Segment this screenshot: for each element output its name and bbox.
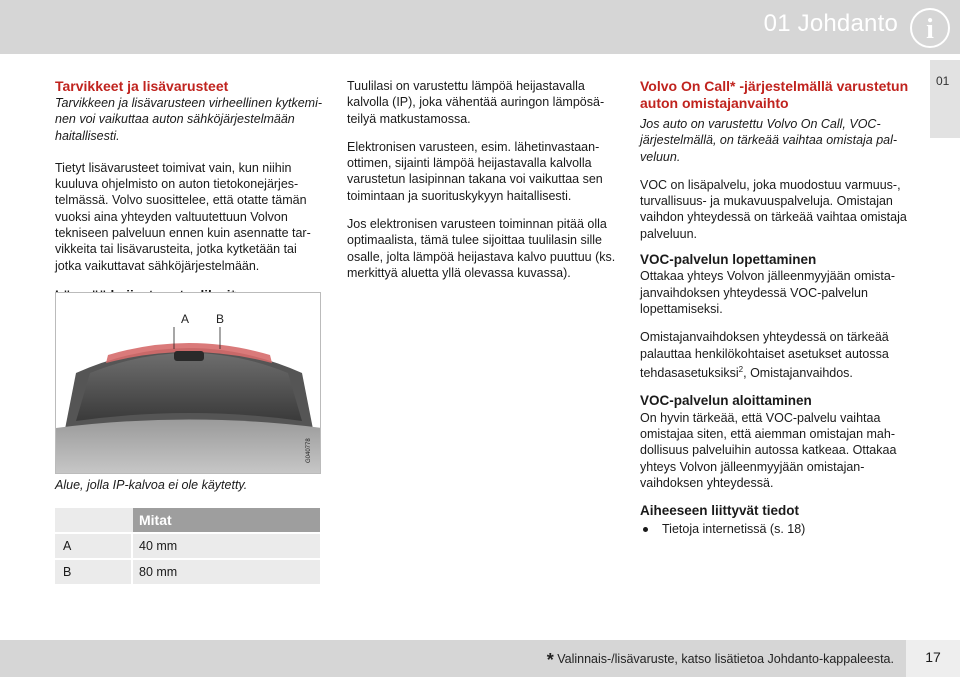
table-row xyxy=(55,560,320,584)
page-footer xyxy=(0,640,960,677)
figure-caption: Alue, jolla IP-kalvoa ei ole käytetty. xyxy=(55,478,248,492)
table-row xyxy=(55,534,320,558)
figure-code: G040778 xyxy=(306,438,312,463)
info-icon: i xyxy=(910,8,950,48)
table-cell-key: A xyxy=(55,534,133,558)
table-header-blank xyxy=(55,508,133,532)
accessories-warning: Tarvikkeen ja lisävarusteen virheellinen kytkeminen voi vaikuttaa auton sähköjärjestelmään haitallisesti. xyxy=(55,96,323,143)
windscreen-figure xyxy=(55,292,321,474)
related-link[interactable]: Tietoja internetissä (s. 18) xyxy=(640,521,915,537)
chapter-tab xyxy=(930,60,960,138)
table-cell-value: 40 mm xyxy=(133,534,320,558)
table-cell-key: B xyxy=(55,560,133,584)
page-number-box xyxy=(906,640,960,677)
table-header-mitat: Mitat xyxy=(133,508,320,532)
column-1 xyxy=(55,78,323,304)
voc-start-paragraph: On hyvin tärkeää, että VOC-palvelu vaihtaa omistajaa siten, että aiemman omistajan mahdollisuus palveluihin autossa katkeaa. Ottakaa yhteys Volvon jälleenmyyjään omistajanvaihdoksen yhteydessä. xyxy=(640,410,897,490)
label-a: A xyxy=(181,312,190,326)
footnote-text: Valinnais-/lisävaruste, katso lisätietoa Johdanto-kappaleesta. xyxy=(557,652,894,666)
footnote-star: * xyxy=(546,650,554,670)
voc-start-subheading: VOC-palvelun aloittaminen xyxy=(640,393,812,409)
column-2 xyxy=(347,78,617,281)
accessories-paragraph: Tietyt lisävarusteet toimivat vain, kun niihin kuuluva ohjelmisto on auton tietokonejärjestelmässä. Volvo suosittelee, että otatte tämän vuoksi aina yhteyden valtuutettuun Volvon tekniseen palveluun ennen kuin asennatte tarvikkeita tai lisävarusteita, jotka kytketään tai jotka vaikuttavat sähköjärjestelmään. xyxy=(55,160,311,273)
voc-paragraph: VOC on lisäpalvelu, joka muodostuu varmuus-, turvallisuus- ja mukavuuspalveluja. Omistajan vaihdon yhteydessä on tärkeää vaihtaa omistaja palveluun. xyxy=(640,177,907,241)
ip-film-paragraph: Tuulilasi on varustettu lämpöä heijastavalla kalvolla (IP), joka vähentää auringon lämpösäteilyä matkustamossa. xyxy=(347,79,605,126)
voc-reset-paragraph xyxy=(640,329,915,381)
placement-paragraph: Jos elektronisen varusteen toiminnan pitää olla optimaalista, tämä tulee sijoittaa tuulilasin sille osalle, jolta lämpöä heijastava kalvo puuttuu (ks. merkittyä aluetta yllä olevassa kuvassa). xyxy=(347,217,616,280)
table-cell-value: 80 mm xyxy=(133,560,320,584)
footnote xyxy=(547,650,894,671)
voc-stop-subheading: VOC-palvelun lopettaminen xyxy=(640,252,817,268)
label-b: B xyxy=(216,312,225,326)
voc-reset-link-text[interactable]: , Omistajanvaihdos. xyxy=(743,366,853,381)
table-header-row xyxy=(55,508,320,532)
hood-shape xyxy=(56,420,321,475)
section-heading-voc: Volvo On Call* -järjestelmällä varustetun auton omistajanvaihto xyxy=(640,78,909,111)
related-info-heading: Aiheeseen liittyvät tiedot xyxy=(640,503,800,519)
dimensions-table xyxy=(55,506,320,586)
page-number: 17 xyxy=(925,649,941,665)
voc-reset-text: Omistajanvaihdoksen yhteydessä on tärkeää palauttaa henkilökohtaiset asetukset autossa tehdasasetuksiksi xyxy=(640,330,889,381)
voc-intro: Jos auto on varustettu Volvo On Call, VOC-järjestelmällä, on tärkeää vaihtaa omistaja palveluun. xyxy=(640,117,898,164)
electronics-paragraph: Elektronisen varusteen, esim. lähetinvastaanottimen, sijainti lämpöä heijastavalla kalvolla varustetun lasipinnan takana voi vaikuttaa sen toimintaan ja suorituskykyyn haitallisesti. xyxy=(347,139,603,203)
column-3 xyxy=(640,78,915,538)
footnote-ref[interactable]: 2 xyxy=(738,364,744,374)
voc-stop-paragraph: Ottakaa yhteys Volvon jälleenmyyjään omistajanvaihdoksen yhteydessä VOC-palvelun lopettamiseksi. xyxy=(640,269,895,316)
chapter-tab-label: 01 xyxy=(936,74,950,88)
rear-mirror-shape xyxy=(174,351,204,361)
page-header xyxy=(0,0,960,54)
section-heading-accessories: Tarvikkeet ja lisävarusteet xyxy=(55,78,229,94)
chapter-title: 01 Johdanto xyxy=(763,10,898,37)
